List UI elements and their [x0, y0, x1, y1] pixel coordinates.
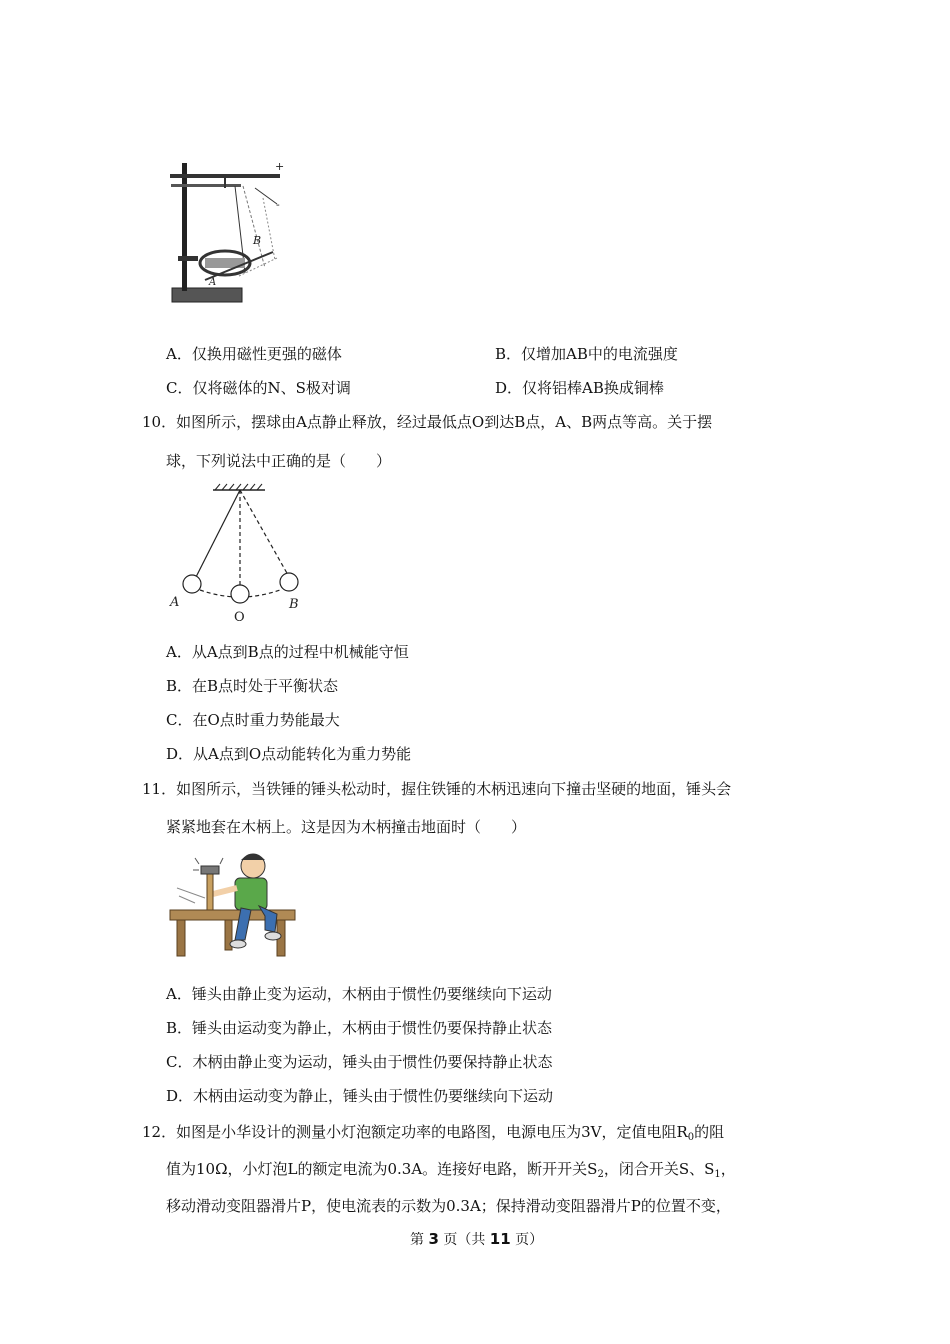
q9-plus-label: + — [275, 160, 285, 173]
q12-stem-line3: 移动滑动变阻器滑片P，使电流表的示数为0.3A；保持滑动变阻器滑片P的位置不变， — [166, 1197, 731, 1215]
q10-option-a: A．从A点到B点的过程中机械能守恒 — [166, 643, 409, 661]
q9-option-c: C．仅将磁体的N、S极对调 — [166, 379, 351, 397]
q9-a-label: A — [209, 277, 217, 288]
q12-stem-line1: 12．如图是小华设计的测量小灯泡额定功率的电路图，电源电压为3V，定值电阻$R_0$的阻 — [142, 1123, 725, 1143]
q10-a-label: A — [170, 595, 180, 610]
page-total: 11 — [489, 1230, 511, 1248]
q11-option-b: B．锤头由运动变为静止，木柄由于惯性仍要保持静止状态 — [166, 1019, 553, 1037]
q12-stem-line2: 值为10Ω，小灯泡L的额定电流为0.3A。连接好电路，断开开关$S_2$，闭合开关S、$S_1$， — [166, 1160, 736, 1180]
q11-option-a: A．锤头由静止变为运动，木柄由于惯性仍要继续向下运动 — [166, 985, 552, 1003]
q9-b-label: B — [253, 234, 262, 247]
q10-stem-line2: 球，下列说法中正确的是（ ） — [166, 452, 392, 470]
q10-stem-line1: 10．如图所示，摆球由A点静止释放，经过最低点O到达B点，A、B两点等高。关于摆 — [142, 413, 713, 431]
page-footer: 第 3 页（共 11 页） — [410, 1230, 544, 1248]
page-number: 3 — [428, 1230, 439, 1248]
q10-option-d: D．从A点到O点动能转化为重力势能 — [166, 745, 412, 763]
q11-option-c: C．木柄由静止变为运动，锤头由于惯性仍要保持静止状态 — [166, 1053, 553, 1071]
q9-figure — [165, 158, 290, 313]
q10-o-label: O — [234, 610, 245, 625]
q10-option-c: C．在O点时重力势能最大 — [166, 711, 340, 729]
q9-option-d: D．仅将铝棒AB换成铜棒 — [495, 379, 664, 397]
q11-stem-line2: 紧紧地套在木柄上。这是因为木柄撞击地面时（ ） — [166, 818, 527, 836]
q9-option-a: A．仅换用磁性更强的磁体 — [166, 345, 342, 363]
q9-option-b: B．仅增加AB中的电流强度 — [495, 345, 678, 363]
q9-minus-label: - — [276, 198, 280, 211]
q11-option-d: D．木柄由运动变为静止，锤头由于惯性仍要继续向下运动 — [166, 1087, 554, 1105]
q10-pendulum-figure — [165, 482, 315, 627]
q10-b-label: B — [289, 597, 299, 612]
q10-option-b: B．在B点时处于平衡状态 — [166, 677, 339, 695]
q11-hammer-figure — [165, 848, 305, 958]
q11-stem-line1: 11．如图所示，当铁锤的锤头松动时，握住铁锤的木柄迅速向下撞击坚硬的地面，锤头会 — [142, 780, 732, 798]
